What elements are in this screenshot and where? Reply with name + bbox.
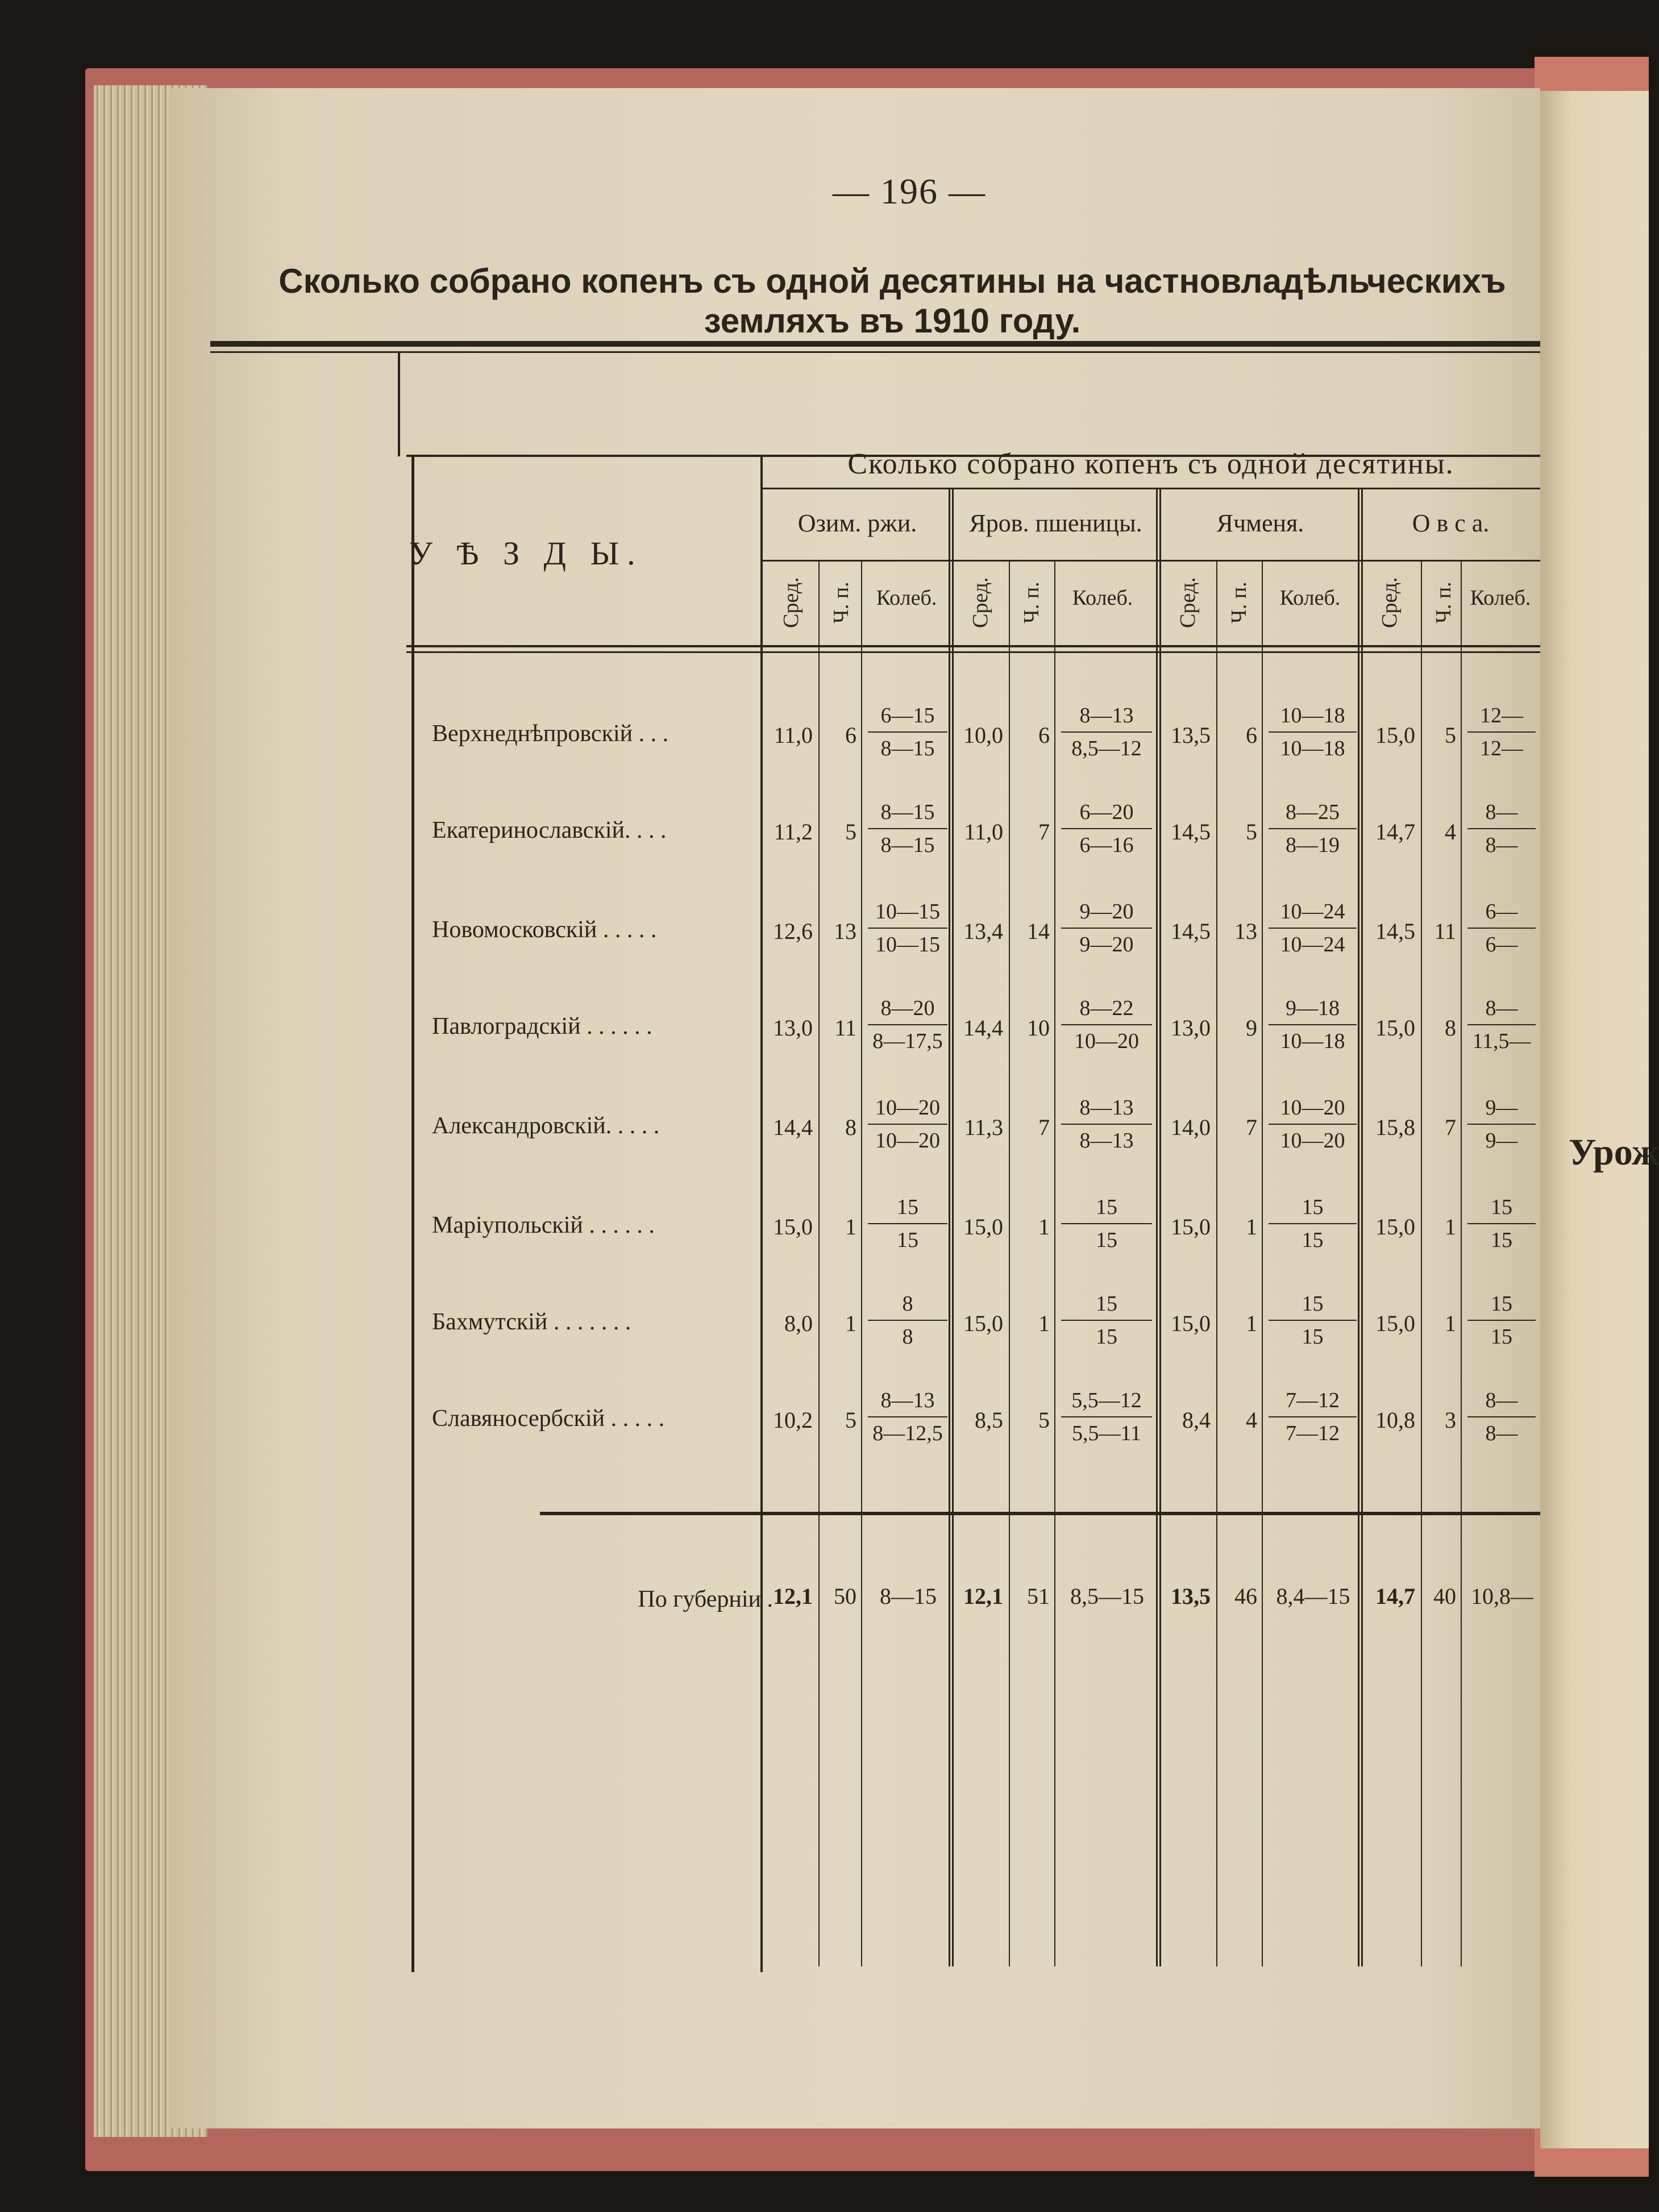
range-bar-2-0 [868,928,947,929]
title-frame-left [398,351,400,456]
range-bar-6-2 [1269,1320,1357,1321]
range-top-2-0: 10—15 [875,900,940,924]
range-7-2 [1269,1388,1357,1446]
avg-2-0: 12,6 [773,918,813,944]
range-top-1-0: 8—15 [880,800,935,824]
range-bot-2-3: 6— [1485,933,1518,957]
super-header: Сколько собрано копенъ съ одной десятины. [847,448,1454,480]
range-bot-0-2: 10—18 [1280,737,1345,760]
avg-1-2: 14,5 [1171,819,1211,845]
range-bot-2-1: 9—20 [1079,933,1134,957]
title-line-1: Сколько собрано копенъ съ одной десятины на частновладѣльческихъ [278,262,1506,300]
range-bot-1-0: 8—15 [880,833,935,857]
count-4-0: 8 [845,1115,856,1140]
range-7-0 [868,1388,947,1446]
range-top-1-1: 6—20 [1079,800,1134,824]
table-title [244,261,1540,341]
range-top-5-2: 15 [1302,1195,1324,1219]
subheader-count-3: Ч. п. [1432,581,1456,623]
range-bot-1-1: 6—16 [1079,833,1134,857]
avg-0-1: 10,0 [963,722,1003,748]
right-page-fragment: Урож [1569,1132,1659,1173]
subheader-avg-0: Сред. [779,577,803,628]
range-top-2-2: 10—24 [1280,900,1345,924]
range-bar-7-1 [1061,1416,1152,1417]
range-top-3-1: 8—22 [1079,996,1134,1020]
district-name-5: Маріупольскій . . . . . . [432,1212,655,1238]
avg-6-3: 15,0 [1375,1311,1415,1336]
subheader-count-2: Ч. п. [1227,581,1251,623]
range-bar-5-3 [1467,1223,1536,1224]
range-top-6-2: 15 [1302,1292,1324,1316]
subcol-line-n-3 [1421,560,1422,1966]
subcol-line-r-3 [1461,560,1462,1966]
crop-header-1: Яров. пшеницы. [969,509,1142,537]
count-2-2: 13 [1234,918,1257,944]
total-range-2: 8,4—15 [1276,1583,1350,1609]
range-bot-5-1: 15 [1096,1228,1117,1252]
range-top-3-0: 8—20 [880,996,935,1020]
avg-0-0: 11,0 [774,722,813,748]
row-header: У Ѣ З Д Ы. [409,535,643,572]
avg-3-1: 14,4 [963,1015,1003,1041]
district-name-4: Александровскій. . . . . [432,1113,660,1139]
avg-7-2: 8,4 [1182,1407,1211,1433]
top-rule-thin [210,351,1540,353]
count-1-1: 7 [1038,819,1050,845]
range-bar-4-3 [1467,1124,1536,1125]
range-bot-3-1: 10—20 [1074,1029,1139,1053]
range-bar-5-2 [1269,1223,1357,1224]
right-page [1540,91,1659,2148]
range-bar-0-3 [1467,731,1536,733]
range-top-0-3: 12— [1480,704,1523,727]
range-top-3-2: 9—18 [1286,996,1340,1020]
table-left-border [411,455,414,1972]
total-range-1: 8,5—15 [1070,1583,1144,1609]
range-top-7-1: 5,5—12 [1071,1388,1142,1412]
count-7-1: 5 [1038,1407,1050,1433]
range-3-3 [1467,996,1536,1054]
avg-7-3: 10,8 [1375,1407,1415,1433]
count-5-0: 1 [845,1214,856,1240]
count-1-2: 5 [1246,819,1257,845]
total-count-1: 51 [1027,1583,1050,1609]
range-2-0 [868,899,947,957]
group-border-3 [1358,488,1359,1966]
avg-5-3: 15,0 [1375,1214,1415,1240]
subcol-line-r-1 [1054,560,1055,1966]
range-bar-0-1 [1061,731,1152,733]
subheader-count-1: Ч. п. [1020,581,1043,623]
range-bot-1-3: 8— [1485,833,1518,857]
count-4-3: 7 [1445,1115,1456,1140]
range-top-6-0: 8 [902,1292,913,1316]
subheader-range-3: Колеб. [1470,586,1531,610]
count-0-1: 6 [1038,722,1050,748]
range-bot-0-0: 8—15 [880,737,935,760]
subheader-range-1: Колеб. [1072,586,1133,610]
total-avg-1: 12,1 [963,1583,1003,1609]
count-7-2: 4 [1246,1407,1257,1433]
range-bar-1-0 [868,828,947,829]
header-rule-super [762,488,1540,489]
count-3-0: 11 [834,1015,856,1041]
range-bar-7-0 [868,1416,947,1417]
district-name-2: Новомосковскій . . . . . [432,917,657,943]
count-6-2: 1 [1246,1311,1257,1336]
total-count-3: 40 [1433,1583,1456,1609]
range-bar-2-1 [1061,928,1152,929]
range-bar-3-0 [868,1024,947,1025]
crop-header-0: Озим. ржи. [797,509,917,537]
count-4-2: 7 [1246,1115,1257,1140]
count-0-2: 6 [1246,722,1257,748]
avg-5-2: 15,0 [1171,1214,1211,1240]
count-4-1: 7 [1038,1115,1050,1140]
range-3-2 [1269,996,1357,1054]
range-top-0-1: 8—13 [1079,704,1134,727]
range-bar-0-2 [1269,731,1357,733]
range-0-1 [1061,703,1152,761]
range-top-0-2: 10—18 [1280,704,1345,727]
range-bot-7-3: 8— [1485,1421,1518,1445]
range-bar-6-1 [1061,1320,1152,1321]
avg-4-2: 14,0 [1171,1115,1211,1140]
range-4-0 [868,1095,947,1153]
group-border-1 [949,488,950,1966]
subcol-line-n-0 [818,560,820,1966]
top-rule-thick [210,341,1540,347]
avg-1-1: 11,0 [964,819,1003,845]
avg-6-2: 15,0 [1171,1311,1211,1336]
count-6-1: 1 [1038,1311,1050,1336]
count-5-3: 1 [1445,1214,1456,1240]
range-bar-4-0 [868,1124,947,1125]
range-top-4-0: 10—20 [875,1096,940,1120]
range-1-3 [1467,800,1536,858]
range-top-2-1: 9—20 [1079,900,1134,924]
range-bar-1-1 [1061,828,1152,829]
range-1-0 [868,800,947,858]
range-2-2 [1269,899,1357,957]
subcol-line-n-1 [1009,560,1010,1966]
range-top-6-1: 15 [1096,1292,1117,1316]
avg-6-1: 15,0 [963,1311,1003,1336]
count-3-2: 9 [1246,1015,1257,1041]
range-bot-5-2: 15 [1302,1228,1324,1252]
range-7-1 [1061,1388,1152,1446]
crop-header-3: О в с а. [1412,509,1490,537]
range-top-5-1: 15 [1096,1195,1117,1219]
header-rule-bottom-2 [406,651,1540,653]
range-bot-2-2: 10—24 [1280,933,1345,957]
avg-5-1: 15,0 [963,1214,1003,1240]
subcol-line-r-2 [1262,560,1263,1966]
avg-1-3: 14,7 [1375,819,1415,845]
range-bot-4-1: 8—13 [1079,1129,1134,1153]
total-avg-0: 12,1 [773,1583,813,1609]
total-avg-2: 13,5 [1171,1583,1211,1609]
range-bot-4-2: 10—20 [1280,1129,1345,1153]
district-name-1: Екатеринославскій. . . . [432,817,667,843]
header-rule-crops [762,560,1540,562]
range-bar-2-3 [1467,928,1536,929]
range-2-1 [1061,899,1152,957]
range-5-0 [868,1195,947,1253]
avg-3-0: 13,0 [773,1015,813,1041]
range-top-6-3: 15 [1491,1292,1512,1316]
count-0-3: 5 [1445,722,1456,748]
crop-header-2: Ячменя. [1216,509,1304,537]
avg-2-1: 13,4 [963,918,1003,944]
range-2-3 [1467,899,1536,957]
district-name-3: Павлоградскій . . . . . . [432,1013,652,1040]
range-top-3-3: 8— [1485,996,1518,1020]
range-1-2 [1269,800,1357,858]
avg-3-2: 13,0 [1171,1015,1211,1041]
subcol-line-r-0 [861,560,862,1966]
group-border-2 [1156,488,1158,1966]
total-range-0: 8—15 [880,1583,937,1609]
range-top-4-1: 8—13 [1079,1096,1134,1120]
range-top-5-3: 15 [1491,1195,1512,1219]
avg-2-3: 14,5 [1375,918,1415,944]
range-bot-5-3: 15 [1491,1228,1512,1252]
count-1-3: 4 [1445,819,1456,845]
range-bar-3-1 [1061,1024,1152,1025]
avg-7-1: 8,5 [975,1407,1003,1433]
range-0-3 [1467,703,1536,761]
subheader-range-0: Колеб. [876,586,937,610]
avg-4-1: 11,3 [964,1115,1003,1140]
header-rule-bottom-1 [406,645,1540,647]
count-3-1: 10 [1027,1015,1050,1041]
subcol-line-n-2 [1216,560,1217,1966]
range-bot-3-0: 8—17,5 [872,1029,943,1053]
title-line-2: земляхъ въ 1910 году. [704,302,1081,340]
total-count-0: 50 [834,1583,856,1609]
count-7-0: 5 [845,1407,856,1433]
range-bar-3-2 [1269,1024,1357,1025]
range-top-5-0: 15 [897,1195,918,1219]
count-2-0: 13 [834,918,856,944]
range-bot-5-0: 15 [897,1228,918,1252]
range-6-1 [1061,1291,1152,1349]
avg-6-0: 8,0 [784,1311,813,1336]
range-bar-6-3 [1467,1320,1536,1321]
avg-1-0: 11,2 [774,819,813,845]
range-3-1 [1061,996,1152,1054]
total-label: По губерніи . [638,1586,773,1612]
avg-0-3: 15,0 [1375,722,1415,748]
total-range-3: 10,8— [1471,1583,1533,1609]
range-top-4-2: 10—20 [1280,1096,1345,1120]
range-bot-2-0: 10—15 [875,933,940,957]
range-bar-6-0 [868,1320,947,1321]
range-top-1-3: 8— [1485,800,1518,824]
range-1-1 [1061,800,1152,858]
range-bot-4-0: 10—20 [875,1129,940,1153]
range-top-7-3: 8— [1485,1388,1518,1412]
range-bar-5-1 [1061,1223,1152,1224]
range-0-2 [1269,703,1357,761]
range-bot-3-3: 11,5— [1472,1029,1531,1053]
range-top-0-0: 6—15 [880,704,935,727]
avg-3-3: 15,0 [1375,1015,1415,1041]
range-5-3 [1467,1195,1536,1253]
district-name-6: Бахмутскій . . . . . . . [432,1309,631,1335]
subheader-range-2: Колеб. [1279,586,1341,610]
range-5-1 [1061,1195,1152,1253]
range-top-2-3: 6— [1485,900,1518,924]
range-bot-7-1: 5,5—11 [1071,1421,1142,1445]
range-6-3 [1467,1291,1536,1349]
range-bot-6-1: 15 [1096,1325,1117,1349]
range-6-2 [1269,1291,1357,1349]
avg-4-0: 14,4 [773,1115,813,1140]
range-bot-7-2: 7—12 [1286,1421,1340,1445]
count-0-0: 6 [845,722,856,748]
range-bot-7-0: 8—12,5 [872,1421,943,1445]
range-top-1-2: 8—25 [1286,800,1340,824]
range-bar-0-0 [868,731,947,733]
count-6-0: 1 [845,1311,856,1336]
avg-0-2: 13,5 [1171,722,1211,748]
range-bar-1-2 [1269,828,1357,829]
count-2-1: 14 [1027,918,1050,944]
range-0-0 [868,703,947,761]
range-top-7-2: 7—12 [1286,1388,1340,1412]
range-bar-1-3 [1467,828,1536,829]
range-bot-1-2: 8—19 [1286,833,1340,857]
range-bar-4-2 [1269,1124,1357,1125]
range-bar-7-2 [1269,1416,1357,1417]
count-7-3: 3 [1445,1407,1456,1433]
range-bot-0-3: 12— [1480,737,1523,760]
count-1-0: 5 [845,819,856,845]
total-rule [540,1512,1540,1515]
range-bar-4-1 [1061,1124,1152,1125]
avg-2-2: 14,5 [1171,918,1211,944]
count-2-3: 11 [1434,918,1456,944]
range-4-3 [1467,1095,1536,1153]
range-bar-5-0 [868,1223,947,1224]
range-bot-6-3: 15 [1491,1325,1512,1349]
count-5-2: 1 [1246,1214,1257,1240]
count-3-3: 8 [1445,1015,1456,1041]
range-bar-7-3 [1467,1416,1536,1417]
total-count-2: 46 [1234,1583,1257,1609]
count-5-1: 1 [1038,1214,1050,1240]
range-7-3 [1467,1388,1536,1446]
count-6-3: 1 [1445,1311,1456,1336]
range-top-4-3: 9— [1485,1096,1518,1120]
range-bar-2-2 [1269,928,1357,929]
subheader-avg-3: Сред. [1378,577,1402,628]
range-3-0 [868,996,947,1054]
range-6-0 [868,1291,947,1349]
avg-5-0: 15,0 [773,1214,813,1240]
range-5-2 [1269,1195,1357,1253]
range-bot-3-2: 10—18 [1280,1029,1345,1053]
subheader-avg-1: Сред. [968,577,992,628]
range-bar-3-3 [1467,1024,1536,1025]
range-bot-6-2: 15 [1302,1325,1324,1349]
avg-7-0: 10,2 [773,1407,813,1433]
page-number: — 196 — [833,171,986,211]
range-bot-4-3: 9— [1485,1129,1518,1153]
subheader-count-0: Ч. п. [829,581,853,623]
range-bot-0-1: 8,5—12 [1071,737,1142,760]
subheader-avg-2: Сред. [1176,577,1200,628]
district-name-7: Славяносербскій . . . . . [432,1406,665,1432]
range-top-7-0: 8—13 [880,1388,935,1412]
range-bot-6-0: 8 [902,1325,913,1349]
range-4-2 [1269,1095,1357,1153]
total-avg-3: 14,7 [1375,1583,1415,1609]
avg-4-3: 15,8 [1375,1115,1415,1140]
district-name-0: Верхнеднѣпровскій . . . [432,721,669,747]
range-4-1 [1061,1095,1152,1153]
